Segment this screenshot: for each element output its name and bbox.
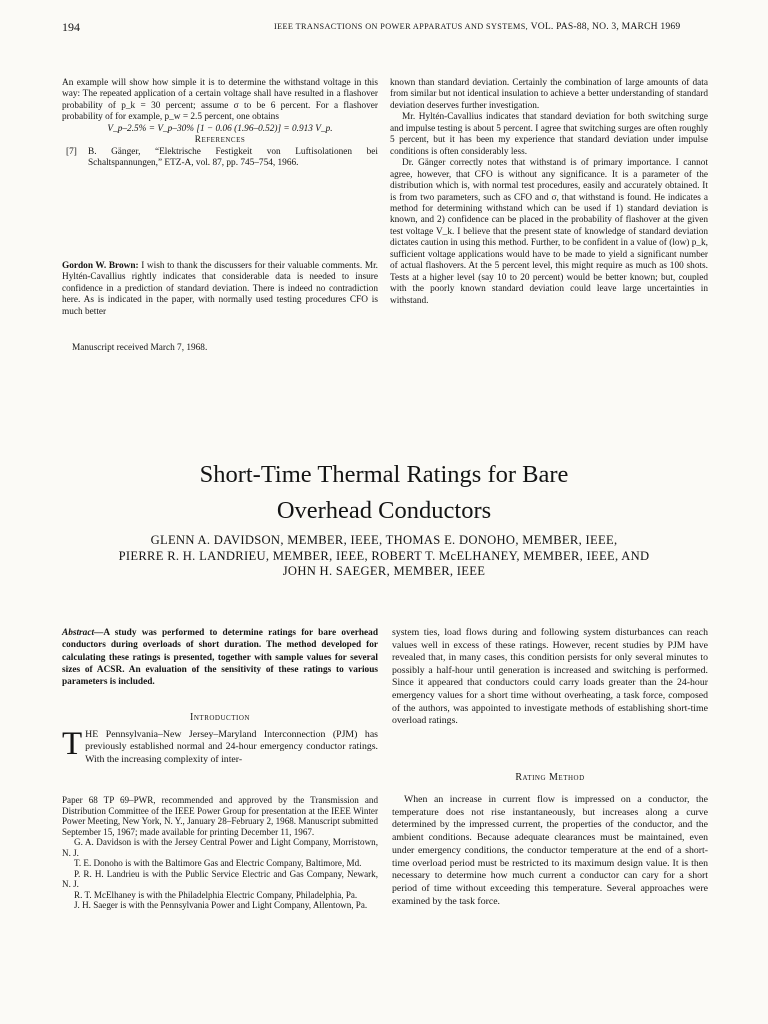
discussion-left-column xyxy=(62,78,378,170)
footnote: G. A. Davidson is with the Jersey Central Power and Light Company, Morristown, N. J. xyxy=(62,837,378,858)
article-title xyxy=(0,457,768,529)
rating-method-paragraph xyxy=(392,794,708,908)
footnote: P. R. H. Landrieu is with the Public Service Electric and Gas Company, Newark, N. J. xyxy=(62,868,378,889)
closure-paragraph xyxy=(62,261,378,318)
discussion-right-column xyxy=(390,78,708,307)
drop-cap: T xyxy=(62,726,83,762)
footnotes xyxy=(62,795,378,911)
reference-number: [7] xyxy=(66,146,77,157)
manuscript-note: Manuscript received March 7, 1968. xyxy=(72,343,208,353)
footnote: J. H. Saeger is with the Pennsylvania Power and Light Company, Allentown, Pa. xyxy=(74,900,368,910)
title-line-1: Short-Time Thermal Ratings for Bare xyxy=(199,461,569,488)
reference-text: B. Gänger, “Elektrische Festigkeit von Luftisolationen bei Schaltspannungen,” ETZ-A, vol. 87, pp. 745–754, 1966. xyxy=(88,146,378,169)
footnote: Paper 68 TP 69–PWR, recommended and approved by the Transmission and Distribution Committee of the IEEE Power Group for presentation at the IEEE Winter Power Meeting, New York, N. Y., January 28–February 2, 1968. Manuscript submitted September 15, 1967; made available for printing December 11, 1967. xyxy=(62,795,378,837)
references-heading: References xyxy=(194,135,246,146)
page-number: 194 xyxy=(62,20,80,34)
closure-text: I wish to thank the discussers for their valuable comments. Mr. Hyltén-Cavallius rightly indicates that considerable data is needed to insure confidence in a prediction of standard deviation. There is indeed no contradiction here. As is indicated in the paper, with normally used testing procedures CFO is much better xyxy=(62,261,378,317)
abstract xyxy=(62,627,378,688)
authors-line-2: PIERRE R. H. LANDRIEU, MEMBER, IEEE, ROBERT T. McELHANEY, MEMBER, IEEE, AND xyxy=(118,548,650,563)
author-list xyxy=(0,533,768,580)
authors-line-3: JOHN H. SAEGER, MEMBER, IEEE xyxy=(282,564,486,578)
authors-line-1: GLENN A. DAVIDSON, MEMBER, IEEE, THOMAS E. DONOHO, MEMBER, IEEE, xyxy=(150,533,618,547)
rating-method-heading: Rating Method xyxy=(515,772,585,783)
running-head-journal: IEEE TRANSACTIONS ON POWER APPARATUS AND SYSTEMS, xyxy=(274,22,529,31)
introduction-continuation-text: system ties, load flows during and following system disturbances can reach values well in excess of these ratings. However, recent studies by PJM have revealed that, in many cases, this condition persists for only several minutes to possibly a half-hour until generation is increased and switching is performed. Since it appeared that conductors could carry loads greater than the 24-hour emergency values for a short time without overheating, a task force, composed of the authors, was appointed to investigate methods of establishing short-time overload ratings. xyxy=(392,627,708,727)
abstract-label: Abstract xyxy=(62,628,95,638)
footnote: T. E. Donoho is with the Baltimore Gas and Electric Company, Baltimore, Md. xyxy=(74,858,362,868)
discussion-paragraph: An example will show how simple it is to determine the withstand voltage in this way: The repeated application of a certain voltage shall have resulted in a flashover probability of p_k = 30 percent; assume σ to be 6 percent. For a flashover probability of for example, p_w = 2.5 percent, one obtains xyxy=(62,78,378,123)
title-line-2: Overhead Conductors xyxy=(276,497,492,524)
closure-author: Gordon W. Brown: xyxy=(62,261,139,271)
introduction-text: HE Pennsylvania–New Jersey–Maryland Interconnection (PJM) has previously established normal and 24-hour emergency conductor ratings. With the increasing complexity of inter- xyxy=(85,729,378,765)
running-head-volume: VOL. PAS-88, NO. 3, MARCH 1969 xyxy=(530,21,681,32)
introduction-continuation xyxy=(392,627,708,728)
abstract-text: —A study was performed to determine ratings for bare overhead conductors during overloads of short duration. The method developed for calculating these ratings is presented, together with sample values for several sizes of ACSR. An evaluation of the sensitivity of these ratings to various parameters is included. xyxy=(62,628,378,688)
closure-paragraph-3: Dr. Gänger correctly notes that withstand is of primary importance. I cannot agree, however, that CFO is without any significance. It is a parameter of the distribution which is, with normal test procedures, easily and accurately obtained. It is from two parameters, such as CFO and σ, that withstand is found. He indicates a method for determining withstand which can be used if 1) standard deviation is known, and 2) confidence can be placed in the probability of flashover at the given test voltage V_k. I believe that the present state of knowledge of standard deviation dictates caution in using this method. Further, to be confident in a value of (low) p_k, sufficient voltage applications would have to be made to yield a significant number of actual flashovers. At the 5 percent level, this might require as much as 100 shots. Tests at a higher level (say 10 to 20 percent) would be better known; but, coupled with the poorly known standard deviation could leave large uncertainties in withstand. xyxy=(390,158,708,306)
introduction-paragraph xyxy=(62,726,378,766)
running-head xyxy=(274,21,680,32)
reference-item xyxy=(62,147,378,170)
footnote: R. T. McElhaney is with the Philadelphia Electric Company, Philadelphia, Pa. xyxy=(74,889,358,900)
introduction-heading: Introduction xyxy=(190,712,250,723)
equation: V_p–2.5% = V_p–30% [1 − 0.06 (1.96–0.52)] = 0.913 V_p. xyxy=(107,123,333,134)
closure-paragraph-1: known than standard deviation. Certainly the combination of large amounts of data from similar but not identical insulation to achieve a better understanding of standard deviation deserves further investigation. xyxy=(390,78,708,111)
closure-paragraph-2: Mr. Hyltén-Cavallius indicates that standard deviation for both switching surge and impulse testing is about 5 percent. I agree that switching surges are often roughly 5 percent, but it has been my experience that standard deviation under impulse conditions is often considerably less. xyxy=(390,112,708,157)
rating-method-text: When an increase in current flow is impressed on a conductor, the temperature does not rise instantaneously, but increases along a curve determined by the impressed current, the properties of the conductor, and the ambient conditions. Because adequate clearances must be maintained, even under emergency conditions, the conductor temperature at the end of a short-time overload period must be restricted to its maximum design value. It is then necessary to determine how much current a conductor can cary for a short period of time without exceeding this temperature. Several approaches were examined by the task force. xyxy=(392,794,708,907)
